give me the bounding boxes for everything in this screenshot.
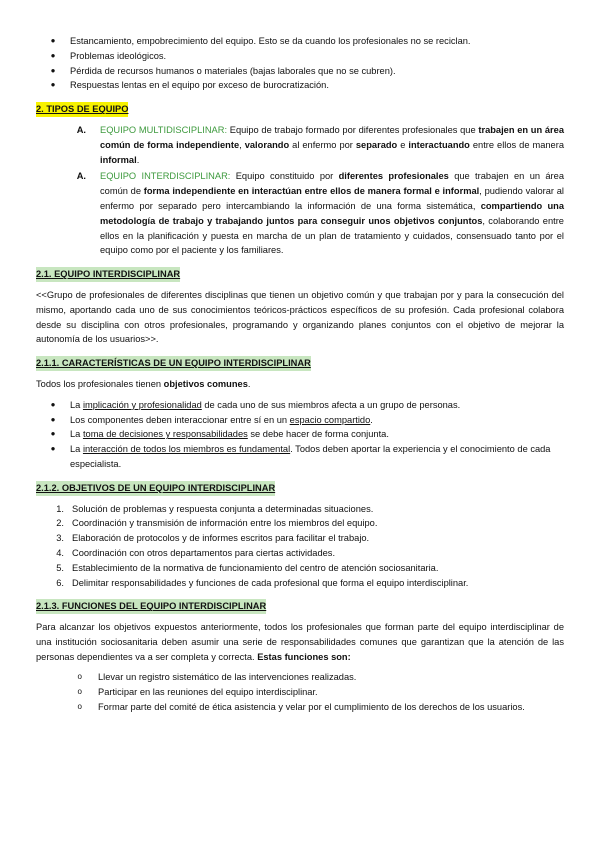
bullet-icon: ●: [50, 429, 56, 439]
objetivos-list: [36, 502, 564, 591]
funciones-list: [36, 670, 564, 714]
bullet-icon: ●: [50, 444, 56, 454]
bullet-icon: ●: [50, 414, 56, 424]
list-item: ● Pérdida de recursos humanos o materiales (bajas laborales que no se cubren).: [36, 64, 564, 79]
paragraph-21: <<Grupo de profesionales de diferentes disciplinas que tienen un objetivo común y que trabajan por y para la consecución del mismo, aportando cada uno de sus conocimientos teóricos-prácticos específicos de su profesión. Cada profesional colabora desde su disciplina con otros profesionales, programando y organizando planes conjuntos con el objetivo de mejorar la autonomía de los usuarios>>.: [36, 289, 564, 345]
equipo-multidisciplinar-item: A. EQUIPO MULTIDISCIPLINAR: Equipo de trabajo formado por diferentes profesionales que trabajen en un área común de forma independiente, valorando al enfermo por separado e interactuando entre ellos de manera informal.: [76, 124, 564, 165]
section-heading-21: 2.1. EQUIPO INTERDISCIPLINAR: [36, 267, 180, 282]
list-item: ● Respuestas lentas en el equipo por exceso de burocratización.: [36, 78, 564, 93]
section-heading-tipos: 2. TIPOS DE EQUIPO: [36, 102, 128, 117]
bullet-icon: ●: [50, 80, 56, 90]
section-heading-211: 2.1.1. CARACTERÍSTICAS DE UN EQUIPO INTERDISCIPLINAR: [36, 356, 311, 371]
bullet-icon: ●: [50, 399, 56, 409]
circle-bullet-icon: o: [77, 702, 82, 712]
list-item: ● La toma de decisiones y responsabilidades se debe hacer de forma conjunta.: [36, 427, 564, 442]
list-item: ● Estancamiento, empobrecimiento del equipo. Esto se da cuando los profesionales no se reciclan.: [36, 34, 564, 49]
bullet-icon: ●: [50, 36, 56, 45]
list-item: 1. Solución de problemas y respuesta conjunta a determinadas situaciones.: [56, 503, 374, 514]
list-item: ● La implicación y profesionalidad de cada uno de sus miembros afecta a un grupo de personas.: [36, 398, 564, 413]
list-item: 5. Establecimiento de la normativa de funcionamiento del centro de atención sociosanitaria.: [56, 562, 439, 573]
list-item: ● Problemas ideológicos.: [36, 49, 564, 64]
bullet-icon: ●: [50, 50, 56, 60]
circle-bullet-icon: o: [77, 687, 82, 697]
list-item: 4. Coordinación con otros departamentos para ciertas actividades.: [56, 547, 336, 558]
list-item: o Formar parte del comité de ética asistencia y velar por el cumplimiento de los derechos de los usuarios.: [36, 700, 564, 715]
paragraph-211-lead: Todos los profesionales tienen objetivos comunes.: [36, 378, 251, 389]
caracteristicas-list: [36, 398, 564, 472]
list-item: 3. Elaboración de protocolos y de informes escritos para facilitar el trabajo.: [56, 533, 370, 544]
circle-bullet-icon: o: [77, 672, 82, 682]
intro-bullet-list: [36, 34, 564, 93]
section-heading-213: 2.1.3. FUNCIONES DEL EQUIPO INTERDISCIPLINAR: [36, 599, 266, 614]
section-heading-212: 2.1.2. OBJETIVOS DE UN EQUIPO INTERDISCIPLINAR: [36, 481, 275, 496]
term-multidisciplinar: EQUIPO MULTIDISCIPLINAR:: [100, 124, 228, 135]
term-interdisciplinar: EQUIPO INTERDISCIPLINAR:: [100, 171, 231, 182]
list-item: ● La interacción de todos los miembros es fundamental. Todos deben aportar la experiencia y el conocimiento de cada especialista.: [36, 442, 564, 472]
paragraph-213: Para alcanzar los objetivos expuestos anteriormente, todos los profesionales que forman parte del equipo interdisciplinar de una institución sociosanitaria deben asumir una serie de responsabilidades comunes que garantizan que la atención de las personas dependientes va a ser completa y correcta. Estas funciones son:: [36, 622, 564, 662]
list-item: 2. Coordinación y transmisión de información entre los miembros del equipo.: [56, 518, 378, 529]
list-item: 6. Delimitar responsabilidades y funciones de cada profesional que forma el equipo interdisciplinar.: [56, 577, 469, 588]
bullet-icon: ●: [50, 65, 56, 75]
list-item: o Participar en las reuniones del equipo interdisciplinar.: [36, 685, 564, 700]
equipo-interdisciplinar-item: A. EQUIPO INTERDISCIPLINAR: Equipo constituido por diferentes profesionales que trabajen en un área común de forma independiente en interactúan entre ellos de manera formal e informal, pudiendo valorar al enfermo por separado pero intercambiando la información de una forma sistemática, compartiendo una metodología de trabajo y trabajando juntos para conseguir unos objetivos conjuntos, colaborando entre ellos en la planificación y puesta en marcha de un plan de tratamiento y cuidados, consensuado tanto por el equipo como por el paciente y los familiares.: [76, 171, 564, 256]
list-item: ● Los componentes deben interaccionar entre sí en un espacio compartido.: [36, 413, 564, 428]
list-item: o Llevar un registro sistemático de las intervenciones realizadas.: [36, 670, 564, 685]
